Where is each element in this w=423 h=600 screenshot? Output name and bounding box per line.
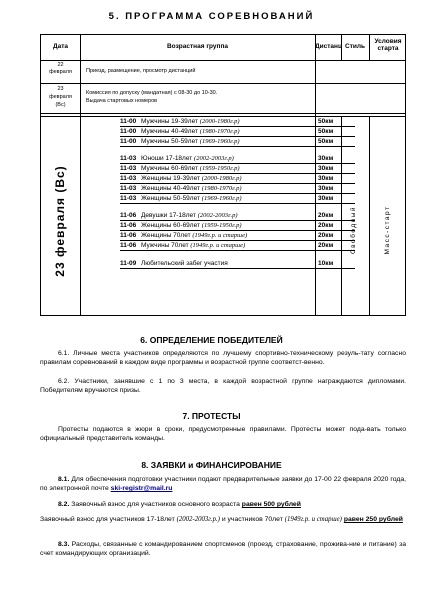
row-distance-underline [315, 222, 355, 231]
section6-paragraph-1: 6.1. Личные места участников определяются по лучшему спортивно-техническому резуль-тату согласно правилам соревнований в каждом виде программы и возрастной группе соответст-венно. [40, 350, 406, 366]
row-years: (1959-1950г.р) [201, 222, 242, 229]
day23-date: 23 февраля (Вс) [49, 86, 72, 108]
row-distance-underline [315, 155, 355, 164]
row-distance-underline [315, 165, 355, 174]
header-date: Дата [52, 43, 69, 50]
section6-title: 6. ОПРЕДЕЛЕНИЕ ПОБЕДИТЕЛЕЙ [140, 335, 283, 345]
row-distance: 30км [318, 165, 334, 172]
style-label: Свободный [350, 205, 357, 255]
row-years: (1980-1970г.р) [201, 185, 242, 192]
row-time: 11-09 [120, 260, 137, 267]
table-row [120, 118, 315, 127]
row-group: Любительский забег участия [141, 260, 228, 267]
table-row [120, 242, 315, 251]
row-years: (2000-1980г.р) [201, 175, 242, 182]
table-row [120, 138, 315, 147]
row-distance: 20км [318, 212, 334, 219]
row-distance: 20км [318, 232, 334, 239]
table-row [120, 195, 315, 204]
header-start-conditions: Условия старта [374, 38, 402, 52]
row-distance: 50км [318, 118, 334, 125]
section8-paragraph-1: 8.1. Для обеспечения подготовки участники подают предварительные заявки до 17-00 22 февраля 2020 года, по электронной почте ski-registr@mail.ru [40, 476, 406, 492]
row-distance: 50км [318, 128, 334, 135]
row-distance: 20км [318, 242, 334, 249]
row-years: (1969-1960г.р) [199, 138, 240, 145]
row-time: 11-03 [120, 185, 137, 192]
row-years: (1980-1970г.р) [199, 128, 240, 135]
section8-paragraph-3: Заявочный взнос для участников 17-18лет (2002-2003г.р.) и участников 70лет (1949г.р. и старше) равен 250 рублей [40, 516, 403, 523]
table-row [120, 222, 315, 231]
section5-title: 5. ПРОГРАММА СОРЕВНОВАНИЙ [108, 11, 315, 22]
section7-title: 7. ПРОТЕСТЫ [182, 411, 241, 421]
row-distance: 30км [318, 175, 334, 182]
table-row [120, 212, 315, 221]
row-distance-underline [315, 118, 355, 127]
day22-text: Приезд, размещение, просмотр дистанций [86, 68, 196, 74]
section8-paragraph-2: 8.2. Заявочный взнос для участников основного возраста равен 500 рублей [58, 501, 301, 508]
row-years: (1949г.р. и старше) [192, 232, 248, 239]
row-distance: 50км [318, 138, 334, 145]
row-time: 11-06 [120, 222, 137, 229]
row-distance: 30км [318, 155, 334, 162]
table-row [120, 155, 315, 164]
row-distance-underline [315, 138, 355, 147]
row-years: (1949г.р. и старше) [190, 242, 246, 249]
row-time: 11-03 [120, 155, 137, 162]
row-distance: 20км [318, 222, 334, 229]
row-years: (1959-1950г.р) [199, 165, 240, 172]
row-years: (2002-2003г.р) [194, 155, 234, 162]
start-label: Масс-старт [384, 205, 391, 255]
row-time: 11-03 [120, 195, 137, 202]
row-group: Женщины 19-39лет [141, 175, 200, 182]
row-years: (2000-1980г.р) [199, 118, 240, 125]
row-years: (2002-2003г.р) [197, 212, 238, 219]
row-group: Женщины 40-49лет [141, 185, 200, 192]
row-group: Мужчины 60-69лет [141, 165, 198, 172]
header-style: Стиль [345, 43, 365, 50]
row-time: 11-03 [120, 165, 137, 172]
row-distance: 30км [318, 185, 334, 192]
section7-paragraph-1: Протесты подаются в жюри в сроки, предусмотренные правилами. Протесты может пода-вать только официальный представитель команды. [40, 426, 406, 442]
row-time: 11-06 [120, 242, 137, 249]
row-time: 11-00 [120, 118, 137, 125]
race-day-label: 23 февраля (Вс) [53, 165, 67, 277]
row-group: Юноши 17-18лет [141, 155, 193, 162]
row-distance-underline [315, 242, 355, 251]
row-group: Девушки 17-18лет [141, 212, 196, 219]
row-group: Мужчины 40-49лет [141, 128, 198, 135]
registration-email-link[interactable]: ski-registr@mail.ru [110, 485, 173, 492]
table-row [120, 175, 315, 184]
row-distance-underline [315, 128, 355, 137]
day23-text: Комиссия по допуску (мандатная) с 08-30 до 10-30. Выдача стартовых номеров [86, 90, 218, 104]
day22-date: 22 февраля [49, 62, 72, 75]
table-row [120, 165, 315, 174]
row-group: Мужчины 50-59лет [141, 138, 198, 145]
row-time: 11-06 [120, 212, 137, 219]
section8-title: 8. ЗАЯВКИ и ФИНАНСИРОВАНИЕ [141, 460, 282, 470]
schedule-table [40, 34, 406, 316]
row-group: Женщины 70лет [141, 232, 191, 239]
row-distance-underline [315, 175, 355, 184]
table-row [120, 232, 315, 241]
table-row [120, 185, 315, 194]
row-distance-underline [315, 185, 355, 194]
row-distance-underline [315, 232, 355, 241]
row-distance: 30км [318, 195, 334, 202]
section8-paragraph-4: 8.3. Расходы, связанные с командированием спортсменов (проезд, страхование, прожива-ние и питание) за счет командирующих организаций. [40, 541, 406, 557]
row-distance-underline [315, 195, 355, 204]
row-distance: 10км [318, 260, 334, 267]
row-time: 11-03 [120, 175, 137, 182]
row-time: 11-00 [120, 138, 137, 145]
row-years: (1969-1960г.р) [201, 195, 242, 202]
header-age-group: Возрастная группа [166, 43, 228, 50]
row-group: Женщины 50-59лет [141, 195, 200, 202]
row-time: 11-00 [120, 128, 137, 135]
row-distance-underline [315, 260, 355, 269]
row-distance-underline [315, 212, 355, 221]
header-distance: Дистанц [315, 43, 342, 50]
row-group: Мужчины 19-39лет [141, 118, 198, 125]
section6-paragraph-2: 6.2. Участники, занявшие с 1 по 3 места, в каждой возрастной группе награждаются дипломами. Победителям вручаются призы. [40, 378, 406, 394]
row-group: Мужчины 70лет [141, 242, 189, 249]
table-row [120, 128, 315, 137]
row-group: Женщины 60-69лет [141, 222, 200, 229]
table-row [120, 260, 315, 269]
row-time: 11-06 [120, 232, 137, 239]
